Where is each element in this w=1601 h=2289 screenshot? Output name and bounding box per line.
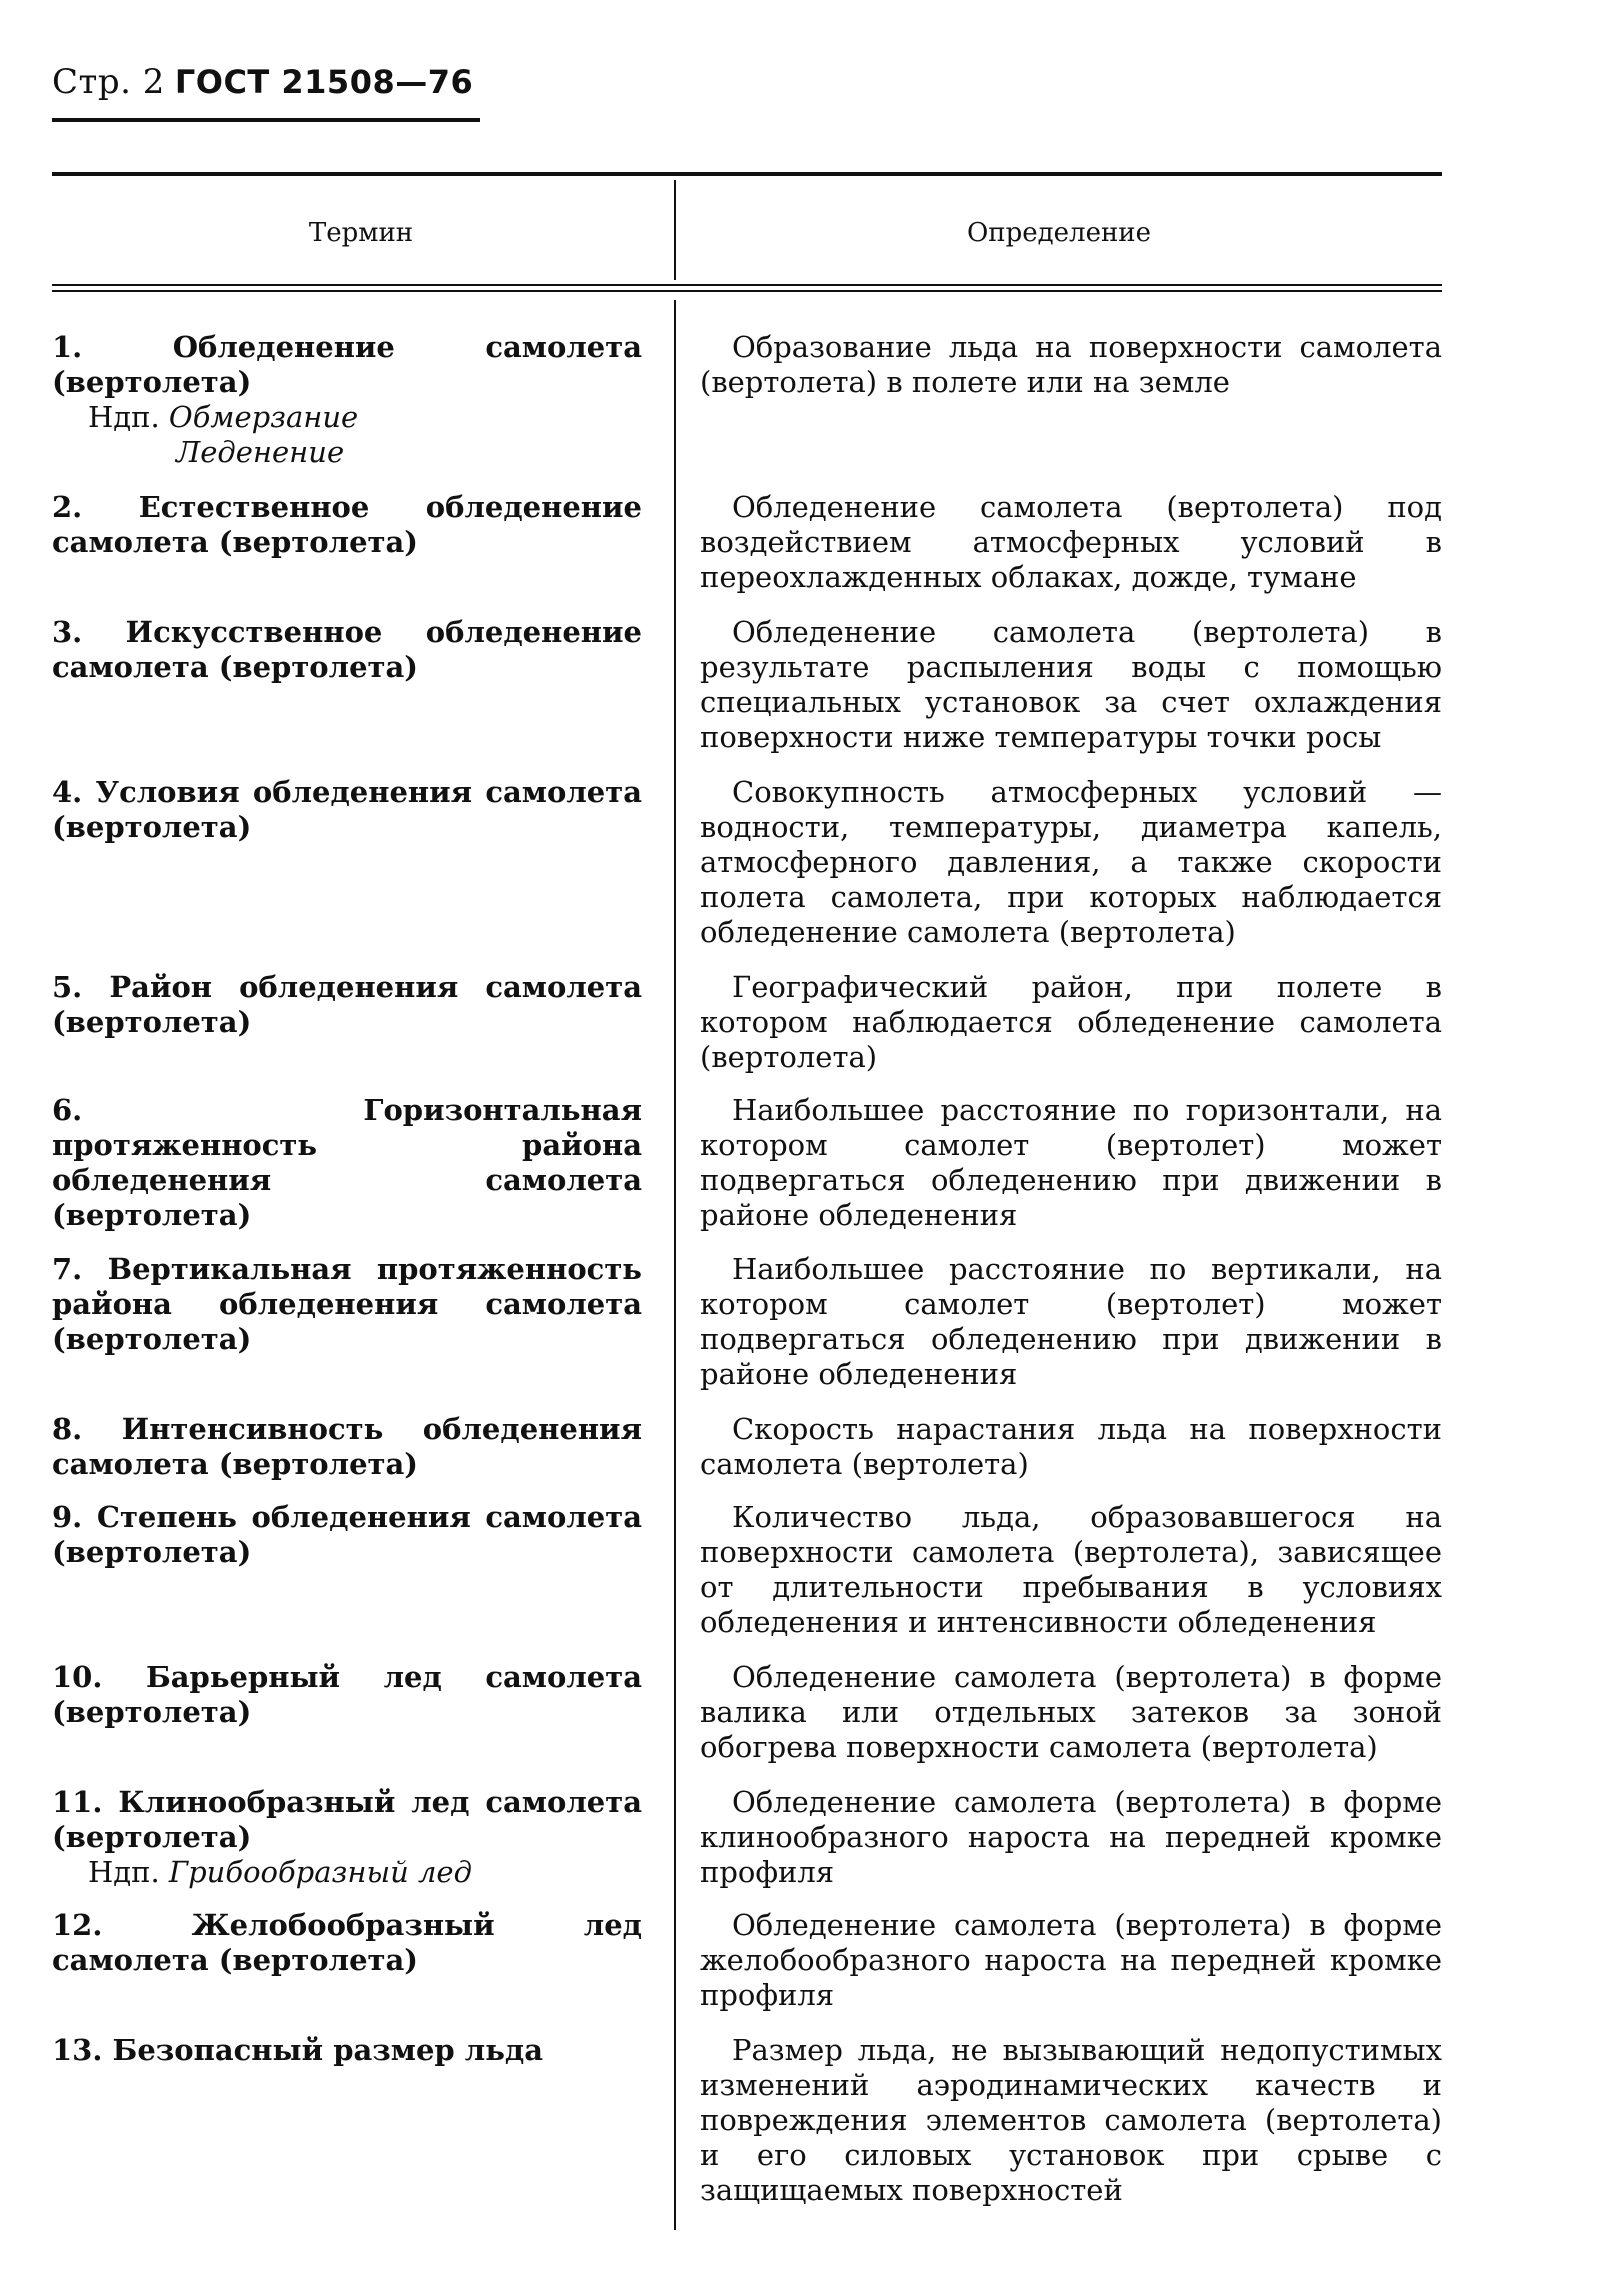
term-cell: 3. Искусственное обледенение самолета (вертолета) bbox=[52, 615, 642, 684]
standard-number: ГОСТ 21508—76 bbox=[174, 63, 474, 101]
column-header-term: Термин bbox=[308, 218, 414, 248]
header-double-rule-top bbox=[52, 284, 1442, 286]
term-cell: 4. Условия обледенения самолета (вертолета) bbox=[52, 775, 642, 844]
definition-cell: Обледенение самолета (вертолета) в форме желобообразного нароста на передней кромке профиля bbox=[700, 1908, 1442, 2012]
definition-cell: Образование льда на поверхности самолета (вертолета) в полете или на земле bbox=[700, 330, 1442, 399]
definition-cell: Обледенение самолета (вертолета) в результате распыления воды с помощью специальных установок за счет охлаждения поверхности ниже температуры точки росы bbox=[700, 615, 1442, 754]
definition-cell: Обледенение самолета (вертолета) в форме валика или отдельных затеков за зоной обогрева поверхности самолета (вертолета) bbox=[700, 1660, 1442, 1764]
term-cell bbox=[52, 1785, 642, 1890]
term-cell: 2. Естественное обледенение самолета (вертолета) bbox=[52, 490, 642, 559]
ndp-term: Грибообразный лед bbox=[168, 1855, 472, 1889]
term-cell: 12. Желобообразный лед самолета (вертолета) bbox=[52, 1908, 642, 1977]
page-label: Стр. 2 bbox=[52, 62, 165, 102]
header-double-rule-bottom bbox=[52, 290, 1442, 292]
ndp-label: Ндп. bbox=[88, 400, 160, 434]
ndp-term: Обмерзание bbox=[168, 400, 359, 434]
ndp-term: Леденение bbox=[176, 435, 345, 469]
page-header bbox=[52, 62, 473, 102]
definition-cell: Количество льда, образовавшегося на поверхности самолета (вертолета), зависящее от длительности пребывания в условиях обледенения и интенсивности обледенения bbox=[700, 1500, 1442, 1639]
term-cell: 9. Степень обледенения самолета (вертолета) bbox=[52, 1500, 642, 1569]
definition-cell: Обледенение самолета (вертолета) в форме клинообразного нароста на передней кромке профиля bbox=[700, 1785, 1442, 1889]
term-text: 11. Клинообразный лед самолета (вертолета) bbox=[52, 1785, 642, 1854]
definition-cell: Совокупность атмосферных условий — водности, температуры, диаметра капель, атмосферного давления, а также скорости полета самолета, при которых наблюдается обледенение самолета (вертолета) bbox=[700, 775, 1442, 949]
definition-cell: Размер льда, не вызывающий недопустимых изменений аэродинамических качеств и повреждения элементов самолета (вертолета) и его силовых установок при срыве с защищаемых поверхностей bbox=[700, 2033, 1442, 2207]
definition-cell: Скорость нарастания льда на поверхности самолета (вертолета) bbox=[700, 1412, 1442, 1481]
term-cell bbox=[52, 330, 642, 470]
definition-cell: Наибольшее расстояние по горизонтали, на котором самолет (вертолет) может подвергаться обледенению при движении в районе обледенения bbox=[700, 1093, 1442, 1232]
term-cell: 10. Барьерный лед самолета (вертолета) bbox=[52, 1660, 642, 1729]
ndp-label: Ндп. bbox=[88, 1855, 160, 1889]
header-rule bbox=[52, 118, 480, 122]
column-header-definition: Определение bbox=[966, 218, 1152, 248]
definition-cell: Географический район, при полете в котором наблюдается обледенение самолета (вертолета) bbox=[700, 970, 1442, 1074]
term-cell: 7. Вертикальная протяженность района обледенения самолета (вертолета) bbox=[52, 1252, 642, 1356]
term-text: 1. Обледенение самолета (вертолета) bbox=[52, 330, 642, 399]
deprecated-term bbox=[52, 1855, 642, 1890]
definition-cell: Обледенение самолета (вертолета) под воздействием атмосферных условий в переохлажденных облаках, дожде, тумане bbox=[700, 490, 1442, 594]
column-divider bbox=[674, 300, 676, 2230]
term-cell: 13. Безопасный размер льда bbox=[52, 2033, 544, 2067]
definition-cell: Наибольшее расстояние по вертикали, на котором самолет (вертолет) может подвергаться обледенению при движении в районе обледенения bbox=[700, 1252, 1442, 1391]
term-cell: 8. Интенсивность обледенения самолета (вертолета) bbox=[52, 1412, 642, 1481]
term-cell: 6. Горизонтальная протяженность района обледенения самолета (вертолета) bbox=[52, 1093, 642, 1232]
term-cell: 5. Район обледенения самолета (вертолета) bbox=[52, 970, 642, 1039]
deprecated-term bbox=[52, 400, 642, 435]
table-top-rule bbox=[52, 172, 1442, 176]
